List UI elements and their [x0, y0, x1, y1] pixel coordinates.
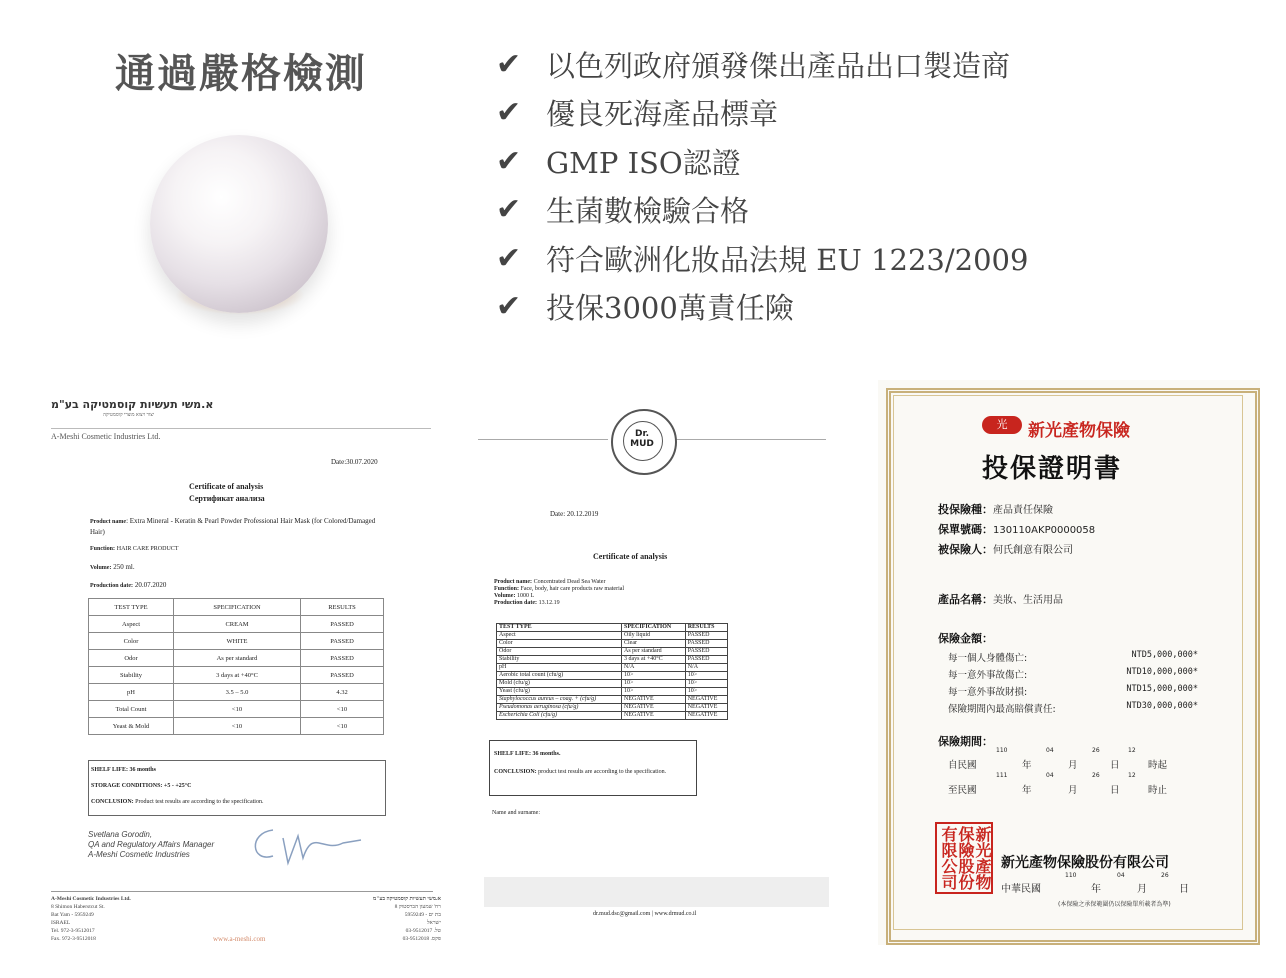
table-cell: PASSED — [301, 633, 384, 650]
table-header: RESULTS — [301, 599, 384, 616]
function-label: Function: — [90, 546, 116, 552]
table-cell: 10> — [685, 688, 727, 696]
footer-line: 8 Shimon Haberstcut St. — [51, 904, 105, 910]
field-value: Face, body, hair care products raw material — [520, 586, 625, 592]
company-name: A-Meshi Cosmetic Industries Ltd. — [51, 432, 161, 441]
field-label: Production date: — [494, 600, 538, 606]
footer-banner — [484, 877, 829, 907]
unit-month: 月 — [1068, 760, 1078, 771]
issue-date-row — [1001, 872, 1201, 895]
table-cell: Aspect — [89, 616, 174, 633]
issue-day: 26 — [1161, 872, 1169, 879]
signatory-company: A-Meshi Cosmetic Industries — [88, 850, 190, 859]
period-to-year: 111 — [996, 772, 1008, 779]
table-cell: WHITE — [174, 633, 301, 650]
test-results-table — [88, 598, 384, 735]
table-cell: NEGATIVE — [685, 712, 727, 720]
amount-label: 保險金額： — [938, 632, 993, 645]
table-cell: 10> — [622, 688, 686, 696]
field-row — [494, 600, 624, 607]
product-name-field — [938, 590, 1063, 608]
certification-text: 生菌數檢驗合格 — [546, 194, 750, 229]
policy-number-field — [938, 520, 1095, 538]
table-cell: NEGATIVE — [622, 696, 686, 704]
period-from-row — [948, 747, 1208, 775]
table-cell: PASSED — [685, 632, 727, 640]
period-from-month: 04 — [1046, 747, 1054, 754]
unit-year: 年 — [1022, 785, 1032, 796]
field-row — [494, 593, 624, 600]
company-seal-stamp: 新光產物保險股份有限公司 — [935, 822, 993, 894]
certification-item — [496, 137, 1056, 186]
product-name-value: Extra Mineral - Keratin & Pearl Powder Professional Hair Mask (for Colored/Damaged Hair) — [90, 517, 376, 536]
table-cell: 10> — [622, 680, 686, 688]
table-cell: As per standard — [622, 648, 686, 656]
checkmark-icon: ✔ — [496, 240, 522, 276]
table-cell: Total Count — [89, 701, 174, 718]
conclusion-label: CONCLUSION: — [494, 769, 537, 775]
table-cell: NEGATIVE — [685, 704, 727, 712]
footer-line: א.משי תעשיות קוסמטיקה בע"מ — [373, 896, 441, 902]
table-cell: PASSED — [301, 616, 384, 633]
coverage-value: NTD5,000,000* — [1131, 650, 1198, 660]
insured-field — [938, 540, 1073, 558]
period-to-suffix: 時止 — [1148, 785, 1168, 796]
table-cell: pH — [89, 684, 174, 701]
insurer-company-name: 新光產物保險股份有限公司 — [1001, 855, 1169, 871]
table-row — [89, 616, 384, 633]
period-to-hour: 12 — [1128, 772, 1136, 779]
table-cell: Aerobic total count (cfu/g) — [497, 672, 622, 680]
table-row — [497, 640, 728, 648]
footer-address-he — [373, 895, 441, 943]
table-row — [497, 704, 728, 712]
table-cell: PASSED — [685, 640, 727, 648]
table-cell: 10> — [685, 672, 727, 680]
field-value: 何氏創意有限公司 — [993, 545, 1073, 556]
name-signature-field: Name and surname: — [492, 810, 540, 816]
table-header-row — [497, 624, 728, 632]
table-cell: 10> — [622, 672, 686, 680]
table-cell: CREAM — [174, 616, 301, 633]
footer-line: ISRAEL — [51, 920, 71, 926]
coverage-label: 每一意外事故傷亡: — [948, 670, 1028, 681]
function-value: HAIR CARE PRODUCT — [116, 546, 179, 552]
coverage-row — [948, 701, 1198, 718]
table-cell: PASSED — [685, 656, 727, 664]
unit-day: 日 — [1110, 760, 1120, 771]
coverage-note: (本保險之承保範圍仍以保險單所載者為準) — [1058, 901, 1171, 908]
ameshi-logo-subtitle: יצור ויצוא מוצרי קוסמטיקה — [103, 413, 155, 418]
period-from-hour: 12 — [1128, 747, 1136, 754]
field-label: 被保險人： — [938, 543, 993, 556]
field-label: 產品名稱： — [938, 593, 993, 606]
conclusion-text — [494, 769, 666, 775]
table-cell: NEGATIVE — [622, 704, 686, 712]
footer-line: פקס. 03-9512018 — [402, 936, 441, 942]
table-cell: 3.5 – 5.0 — [174, 684, 301, 701]
ameshi-certificate — [43, 388, 443, 956]
certificate-title-ru: Сертификат анализа — [189, 494, 265, 503]
shelf-life-box — [489, 740, 697, 796]
table-cell: N/A — [685, 664, 727, 672]
website-text: www.a-meshi.com — [213, 935, 266, 943]
storage-conditions-text: STORAGE CONDITIONS: +5 - +25°C — [91, 783, 192, 789]
shelf-life-box — [88, 760, 386, 816]
table-cell: <10 — [174, 718, 301, 735]
production-date-value: 20.07.2020 — [134, 581, 167, 589]
table-header: SPECIFICATION — [174, 599, 301, 616]
unit-day: 日 — [1179, 884, 1189, 895]
coverage-label: 每一個人身體傷亡: — [948, 653, 1028, 664]
unit-month: 月 — [1068, 785, 1078, 796]
field-value: 130110AKP0000058 — [993, 525, 1096, 536]
period-to-day: 26 — [1092, 772, 1100, 779]
table-header: SPECIFICATION — [622, 624, 686, 632]
shelf-life-text: SHELF LIFE: 36 months. — [494, 751, 561, 757]
certification-text: 以色列政府頒發傑出產品出口製造商 — [546, 48, 1011, 83]
volume-value: 250 ml. — [113, 563, 135, 571]
field-label: Product name: — [494, 579, 533, 585]
volume-label: Volume: — [90, 565, 112, 571]
footer-line: בת ים - 5959249 — [404, 912, 441, 918]
coverage-label: 保險期間內最高賠償責任: — [948, 704, 1056, 715]
coverage-value: NTD15,000,000* — [1126, 684, 1198, 694]
period-from-label: 自民國 — [948, 760, 977, 771]
period-from-day: 26 — [1092, 747, 1100, 754]
table-cell: NEGATIVE — [622, 712, 686, 720]
signatory-name: Svetlana Gorodin, — [88, 830, 153, 839]
table-cell: Color — [497, 640, 622, 648]
field-label: 投保險種： — [938, 503, 993, 516]
table-cell: Staphylococcus aureus – coag. + (cfu/g) — [497, 696, 622, 704]
table-cell: Escherichia Coli (cfu/g) — [497, 712, 622, 720]
production-date-label: Production date: — [90, 583, 134, 589]
issue-year: 110 — [1065, 872, 1077, 879]
table-cell: <10 — [174, 701, 301, 718]
table-cell: Clear — [622, 640, 686, 648]
footer-divider — [51, 891, 433, 892]
table-cell: Odor — [497, 648, 622, 656]
checkmark-icon: ✔ — [496, 95, 522, 131]
table-row — [497, 696, 728, 704]
roc-label: 中華民國 — [1001, 884, 1041, 895]
unit-year: 年 — [1022, 760, 1032, 771]
table-cell: Aspect — [497, 632, 622, 640]
signatory-title: QA and Regulatory Affairs Manager — [88, 840, 215, 849]
footer-line: טל. 03-9512017 — [405, 928, 441, 934]
footer-contact: dr.mud.dsc@gmail.com | www.drmud.co.il — [593, 911, 697, 917]
checkmark-icon: ✔ — [496, 289, 522, 325]
pearl-image — [150, 135, 328, 313]
page-heading: 通過嚴格檢測 — [115, 50, 367, 97]
table-header: RESULTS — [685, 624, 727, 632]
conclusion-value: Product test results are according to the specification. — [135, 799, 264, 805]
table-row — [497, 688, 728, 696]
period-to-label: 至民國 — [948, 785, 977, 796]
checkmark-icon: ✔ — [496, 143, 522, 179]
certification-item — [496, 186, 1056, 235]
period-label: 保險期間： — [938, 735, 993, 748]
insurer-logo-text: 新光產物保險 — [1028, 421, 1130, 441]
field-label: Volume: — [494, 593, 516, 599]
period-to-month: 04 — [1046, 772, 1054, 779]
drmud-certificate — [478, 405, 833, 945]
ameshi-logo-hebrew: א.משי תעשיות קוסמטיקה בע"מ — [51, 398, 214, 411]
insurance-certificate — [878, 380, 1260, 945]
table-cell: PASSED — [301, 667, 384, 684]
period-from-year: 110 — [996, 747, 1008, 754]
certificate-title: 投保證明書 — [982, 454, 1123, 484]
table-cell: <10 — [301, 701, 384, 718]
field-value: 13.12.19 — [538, 600, 560, 606]
table-row — [89, 650, 384, 667]
production-date-field — [90, 581, 166, 589]
conclusion-value: product test results are according to the specification. — [538, 769, 667, 775]
table-cell: 3 days at +40°C — [622, 656, 686, 664]
conclusion-text — [91, 799, 263, 805]
field-row — [494, 579, 624, 586]
header-rule — [676, 439, 826, 440]
table-row — [497, 656, 728, 664]
unit-month: 月 — [1137, 884, 1147, 895]
product-fields — [494, 579, 624, 607]
table-header-row — [89, 599, 384, 616]
table-cell: Mold (cfu/g) — [497, 680, 622, 688]
certification-list — [496, 40, 1056, 331]
certification-text: 投保3000萬責任險 — [546, 291, 794, 326]
insurance-type-field — [938, 500, 1053, 518]
table-row — [497, 632, 728, 640]
table-cell: Color — [89, 633, 174, 650]
certification-item — [496, 89, 1056, 138]
table-cell: <10 — [301, 718, 384, 735]
table-cell: Stability — [497, 656, 622, 664]
table-row — [89, 667, 384, 684]
footer-line: A-Meshi Cosmetic Industries Ltd. — [51, 896, 131, 902]
table-cell: 10> — [685, 680, 727, 688]
footer-line: Tel. 972-3-9512017 — [51, 928, 95, 934]
coverage-value: NTD10,000,000* — [1126, 667, 1198, 677]
product-name-label: Product name — [90, 519, 127, 525]
table-header: TEST TYPE — [89, 599, 174, 616]
table-row — [89, 701, 384, 718]
table-cell: Yeast (cfu/g) — [497, 688, 622, 696]
table-cell: Pseudomonas aeruginosa (cfu/g) — [497, 704, 622, 712]
table-row — [89, 684, 384, 701]
field-value: 美妝、生活用品 — [993, 595, 1063, 606]
certification-text: 符合歐洲化妝品法規 EU 1223/2009 — [546, 242, 1029, 277]
table-row — [497, 712, 728, 720]
table-cell: 3 days at +40°C — [174, 667, 301, 684]
certification-text: GMP ISO認證 — [546, 145, 741, 180]
table-cell: PASSED — [301, 650, 384, 667]
table-row — [497, 664, 728, 672]
header-divider — [51, 428, 431, 429]
coverage-row — [948, 684, 1198, 701]
conclusion-label: CONCLUSION: — [91, 799, 134, 805]
table-cell: Stability — [89, 667, 174, 684]
table-header: TEST TYPE — [497, 624, 622, 632]
table-row — [497, 648, 728, 656]
coverage-row — [948, 667, 1198, 684]
certification-text: 優良死海產品標章 — [546, 97, 779, 132]
checkmark-icon: ✔ — [496, 46, 522, 82]
table-cell: Yeast & Mold — [89, 718, 174, 735]
field-value: Concentrated Dead Sea Water — [533, 579, 606, 585]
drmud-seal-text: Dr. MUD — [630, 429, 654, 449]
table-row — [497, 672, 728, 680]
coverage-label: 每一意外事故財損: — [948, 687, 1028, 698]
table-row — [89, 633, 384, 650]
function-field — [90, 544, 178, 552]
field-row — [494, 586, 624, 593]
table-row — [89, 718, 384, 735]
certificate-date: Date: 20.12.2019 — [550, 510, 599, 518]
handwritten-signature — [243, 818, 363, 868]
product-name-field: Product name: Extra Mineral - Keratin & Pearl Powder Professional Hair Mask (for Colored/Damaged Hair) — [90, 517, 376, 536]
signatory-block — [88, 830, 214, 860]
field-label: 保單號碼： — [938, 523, 993, 536]
table-cell: As per standard — [174, 650, 301, 667]
coverage-row — [948, 650, 1198, 667]
coverage-value: NTD30,000,000* — [1126, 701, 1198, 711]
shelf-life-text: SHELF LIFE: 36 months — [91, 767, 156, 773]
field-value: 產品責任保險 — [993, 505, 1053, 516]
period-from-suffix: 時起 — [1148, 760, 1168, 771]
footer-line: רח' שמעון הברסטוק 8 — [394, 904, 441, 910]
certification-item — [496, 283, 1056, 332]
certificate-title: Certificate of analysis — [189, 482, 264, 491]
certification-item — [496, 40, 1056, 89]
table-cell: NEGATIVE — [685, 696, 727, 704]
unit-day: 日 — [1110, 785, 1120, 796]
field-label: Function: — [494, 586, 520, 592]
table-cell: pH — [497, 664, 622, 672]
period-to-row — [948, 772, 1208, 800]
table-cell: Oily liquid — [622, 632, 686, 640]
unit-year: 年 — [1091, 884, 1101, 895]
footer-line: ישראל — [426, 920, 441, 926]
certification-item — [496, 234, 1056, 283]
footer-line: Fax. 972-3-9512018 — [51, 936, 96, 942]
volume-field — [90, 563, 135, 571]
certificate-date: Date:30.07.2020 — [331, 458, 378, 466]
table-cell: 4.32 — [301, 684, 384, 701]
certificate-title: Certificate of analysis — [593, 552, 668, 561]
test-results-table — [496, 623, 728, 720]
checkmark-icon: ✔ — [496, 192, 522, 228]
coverage-amounts — [948, 650, 1198, 718]
field-value: 1000 L — [516, 593, 535, 599]
shinkong-logo-icon: 光 — [982, 416, 1022, 434]
table-cell: PASSED — [685, 648, 727, 656]
footer-line: Bat Yam - 5959249 — [51, 912, 94, 918]
header-rule — [478, 439, 608, 440]
table-cell: Odor — [89, 650, 174, 667]
table-row — [497, 680, 728, 688]
footer-address-en — [51, 895, 131, 943]
issue-month: 04 — [1117, 872, 1125, 879]
table-cell: N/A — [622, 664, 686, 672]
